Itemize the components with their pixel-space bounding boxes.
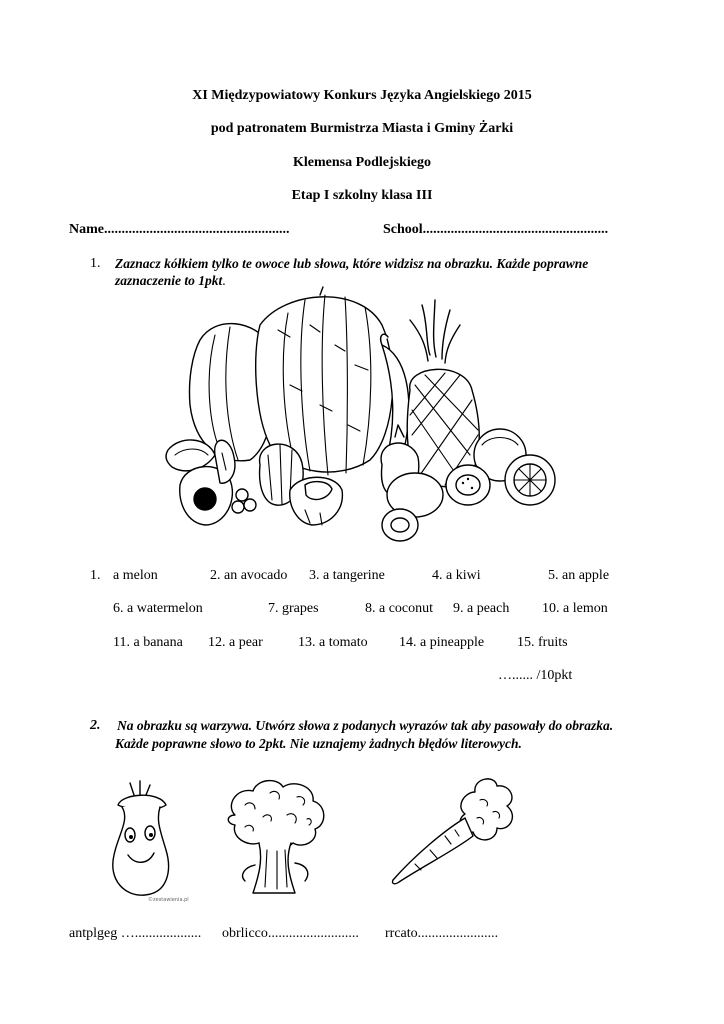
task2-instruction-line1: Na obrazku są warzywa. Utwórz słowa z podanych wyrazów tak aby pasowały do obrazka. xyxy=(117,718,614,733)
task1-instruction-period: . xyxy=(222,273,226,288)
task1-instruction-text: zaznaczenie to 1pkt xyxy=(115,273,223,288)
word-item[interactable]: 8. a coconut xyxy=(365,601,434,616)
task1-instruction-line1: Zaznacz kółkiem tylko te owoce lub słowa, które widzisz na obrazku. Każde poprawne xyxy=(115,256,589,271)
list-number: 1. xyxy=(90,568,101,583)
word-item[interactable]: 6. a watermelon xyxy=(113,601,203,616)
anagram-broccoli[interactable]: obrlicco.......................... xyxy=(222,926,359,941)
word-item[interactable]: 12. a pear xyxy=(208,635,263,650)
word-item[interactable]: 9. a peach xyxy=(453,601,510,616)
word-item[interactable]: 4. a kiwi xyxy=(432,568,481,583)
word-item[interactable]: 2. an avocado xyxy=(210,568,288,583)
word-item[interactable]: 13. a tomato xyxy=(298,635,368,650)
word-item[interactable]: 11. a banana xyxy=(113,635,183,650)
task1-number: 1. xyxy=(90,256,101,271)
word-item[interactable]: 14. a pineapple xyxy=(399,635,485,650)
word-item[interactable]: 7. grapes xyxy=(268,601,319,616)
carrot-drawing xyxy=(385,770,525,905)
task2-number: 2. xyxy=(90,718,101,733)
school-field[interactable]: School..................................................... xyxy=(383,222,609,237)
broccoli-drawing xyxy=(215,775,335,905)
name-field[interactable]: Name..................................................... xyxy=(69,222,290,237)
anagram-eggplant[interactable]: antplgeg …................... xyxy=(69,926,202,941)
patronage-line: pod patronatem Burmistrza Miasta i Gminy Żarki xyxy=(210,121,514,136)
task2-instruction-line2: Każde poprawne słowo to 2pkt. Nie uznajemy żadnych błędów literowych. xyxy=(115,736,522,751)
word-item[interactable]: 3. a tangerine xyxy=(309,568,385,583)
eggplant-credit: ©zestawienia.pl xyxy=(148,897,189,903)
grape-shapes xyxy=(232,489,256,513)
contest-title: XI Międzypowiatowy Konkurs Języka Angielskiego 2015 xyxy=(192,88,532,103)
word-item[interactable]: 5. an apple xyxy=(548,568,610,583)
word-item[interactable]: a melon xyxy=(113,568,158,583)
patron-name: Klemensa Podlejskiego xyxy=(292,155,432,170)
fruit-basket-drawing xyxy=(160,285,560,545)
anagram-carrot[interactable]: rrcato....................... xyxy=(385,926,499,941)
eggplant-drawing xyxy=(100,775,190,905)
word-item[interactable]: 10. a lemon xyxy=(542,601,608,616)
task1-score[interactable]: …...... /10pkt xyxy=(498,668,573,683)
word-item[interactable]: 15. fruits xyxy=(517,635,568,650)
stage-class: Etap I szkolny klasa III xyxy=(291,188,433,203)
